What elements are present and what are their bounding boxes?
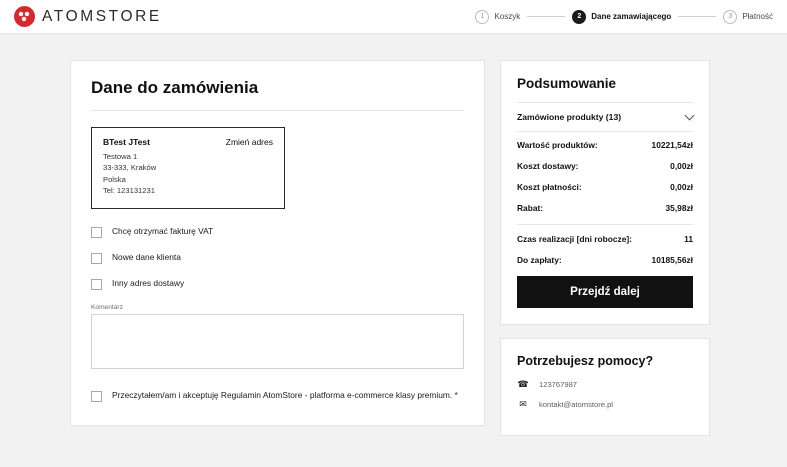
row-label: Koszt płatności:	[517, 182, 582, 192]
checkbox-label: Inny adres dostawy	[112, 277, 185, 288]
title-divider	[91, 110, 464, 111]
help-title: Potrzebujesz pomocy?	[517, 354, 654, 368]
step-number: 2	[572, 10, 586, 24]
step-number: 3	[723, 10, 737, 24]
envelope-icon: ✉	[519, 399, 527, 409]
step-koszyk[interactable]	[475, 10, 520, 24]
site-header	[0, 0, 787, 34]
step-label: Koszyk	[494, 12, 521, 21]
help-email-row[interactable]	[517, 399, 693, 410]
row-label: Wartość produktów:	[517, 140, 598, 150]
phone-icon: ☎	[517, 379, 529, 389]
checkbox-row-new-customer-data[interactable]	[91, 252, 464, 264]
brand-name: ATOMSTORE	[42, 7, 162, 25]
help-card	[500, 338, 710, 436]
chevron-down-icon	[685, 111, 695, 121]
help-phone-row[interactable]	[517, 379, 693, 390]
brand-logo[interactable]	[14, 6, 162, 27]
row-label: Rabat:	[517, 203, 544, 213]
checkout-page	[0, 34, 787, 436]
address-name: BTest JTest	[103, 137, 150, 147]
checkbox-row-terms-consent[interactable]	[91, 390, 464, 402]
row-value: 10185,56zł	[651, 255, 693, 265]
address-street: Testowa 1	[103, 152, 138, 161]
summary-rows-primary	[517, 132, 693, 213]
address-header	[103, 137, 273, 147]
continue-button[interactable]: Przejdź dalej	[517, 276, 693, 308]
order-summary-card	[500, 60, 710, 325]
summary-row	[517, 161, 693, 171]
step-number: 1	[475, 10, 489, 24]
step-dane-zamawiajacego[interactable]	[572, 10, 671, 24]
address-city: 33-333, Kraków	[103, 163, 157, 173]
summary-title: Podsumowanie	[517, 76, 617, 91]
summary-column	[500, 60, 710, 436]
atomstore-logo-icon	[14, 6, 35, 27]
row-value: 11	[684, 234, 693, 244]
summary-row	[517, 255, 693, 265]
checkbox-vat-invoice[interactable]	[91, 227, 102, 238]
step-label: Dane zamawiającego	[591, 12, 672, 21]
summary-row	[517, 234, 693, 244]
checkbox-row-other-delivery-address[interactable]	[91, 278, 464, 290]
row-label: Czas realizacji [dni robocze]:	[517, 234, 632, 244]
summary-row	[517, 203, 693, 213]
change-address-link[interactable]: Zmień adres	[225, 137, 273, 147]
order-form-card	[70, 60, 485, 426]
checkbox-terms-consent[interactable]	[91, 391, 102, 402]
order-form-column	[70, 60, 485, 426]
checkbox-new-customer-data[interactable]	[91, 253, 102, 264]
step-connector	[527, 16, 565, 17]
comment-label: Komentarz	[91, 303, 123, 311]
help-phone: 123767987	[539, 380, 578, 389]
comment-input[interactable]	[91, 314, 464, 369]
address-country: Polska	[103, 174, 126, 184]
row-value: 0,00zł	[670, 182, 693, 192]
help-email: kontakt@atomstore.pl	[539, 400, 613, 409]
step-platnosc[interactable]	[723, 10, 773, 24]
ordered-products-toggle[interactable]	[517, 103, 693, 131]
summary-row	[517, 182, 693, 192]
row-value: 10221,54zł	[651, 140, 693, 150]
checkbox-label: Nowe dane klienta	[112, 251, 181, 262]
step-connector	[678, 16, 716, 17]
row-label: Do zapłaty:	[517, 255, 562, 265]
row-label: Koszt dostawy:	[517, 161, 579, 171]
checkbox-label: Chcę otrzymać fakturę VAT	[112, 225, 214, 236]
ordered-products-label: Zamówione produkty (13)	[517, 112, 622, 122]
checkout-steps	[475, 10, 773, 24]
summary-row	[517, 140, 693, 150]
checkbox-label: Przeczytałem/am i akceptuję Regulamin AtomStore - platforma e-commerce klasy premium. *	[112, 389, 458, 400]
row-value: 35,98zł	[665, 203, 693, 213]
step-label: Płatność	[742, 12, 773, 21]
billing-address-box	[91, 127, 285, 209]
summary-rows-secondary	[517, 225, 693, 265]
checkbox-row-vat-invoice[interactable]	[91, 226, 464, 238]
checkbox-other-delivery-address[interactable]	[91, 279, 102, 290]
address-phone: Tel: 123131231	[103, 186, 155, 196]
row-value: 0,00zł	[670, 161, 693, 171]
page-title: Dane do zamówienia	[91, 78, 259, 97]
